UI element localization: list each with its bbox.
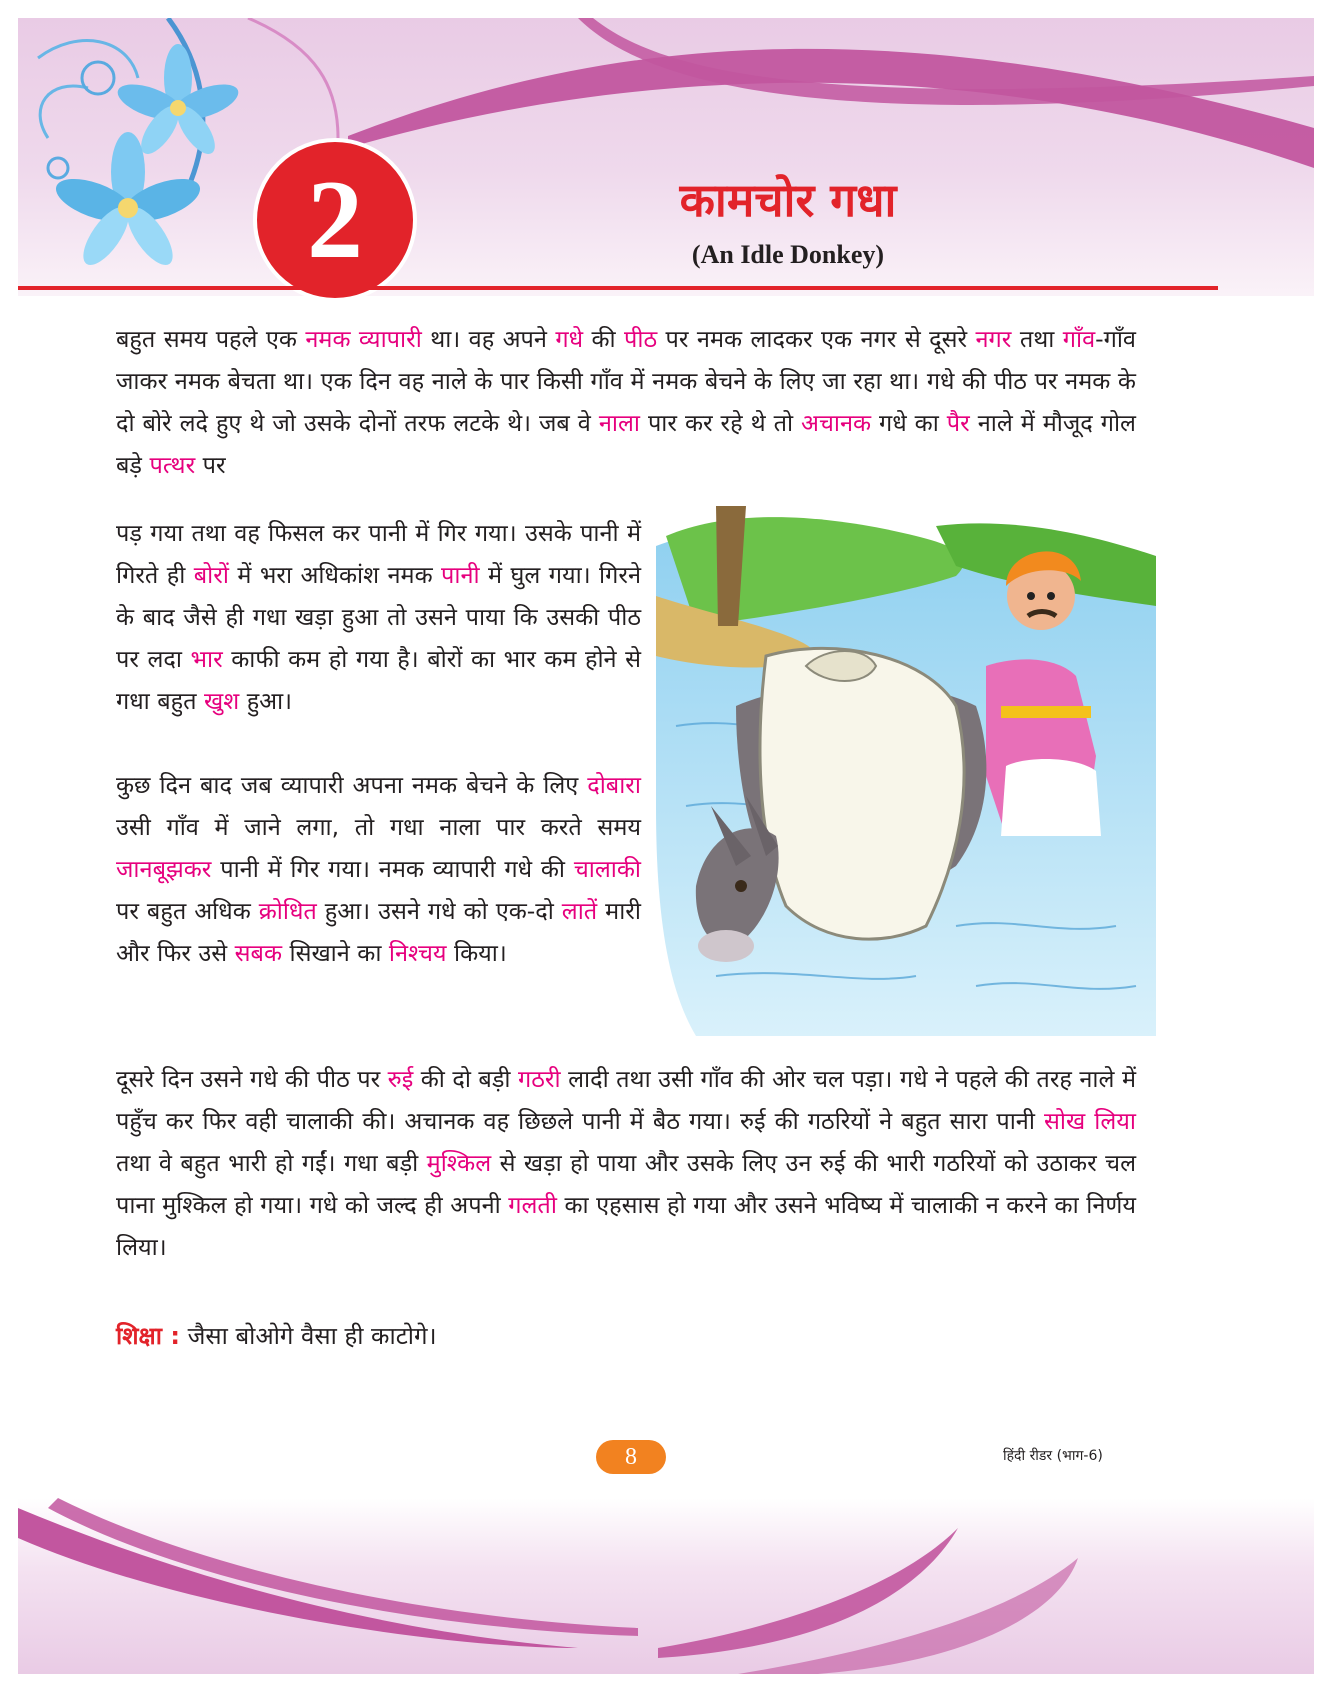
story-text: में घुल गया। गिरने के बाद जैसे ही गधा खड़ा हुआ तो उसने पाया कि उसकी पीठ पर लदा: [116, 561, 641, 673]
highlighted-word: सोख लिया: [1044, 1107, 1136, 1135]
story-text: -गाँव जाकर नमक बेचता था। एक दिन वह नाले के पार किसी गाँव में नमक बेचने के लिए जा रहा था। गधे की पीठ पर नमक के दो बोरे लदे हुए थे जो उसके दोनों तरफ लटके थे। जब वे: [116, 325, 1137, 437]
donkey-and-merchant-illustration: [656, 506, 1156, 1036]
story-text: सिखाने का: [282, 939, 389, 967]
story-text: की: [583, 325, 625, 353]
book-title: हिंदी रीडर (भाग-6): [1003, 1448, 1103, 1464]
header-divider: [18, 286, 1218, 290]
lily-flower-illustration: [18, 18, 258, 298]
chapter-title-english: (An Idle Donkey): [691, 240, 885, 269]
highlighted-word: सबक: [234, 939, 283, 967]
page-number-badge: 8: [596, 1440, 666, 1474]
highlighted-word: पैर: [946, 409, 970, 437]
story-text: गधे का: [871, 409, 947, 437]
story-text: से खड़ा हो पाया और उसके लिए उन रुई की भारी गठरियों को उठाकर चल पाना मुश्किल हो गया। गधे को जल्द ही अपनी: [116, 1149, 1136, 1219]
highlighted-word: भार: [190, 645, 223, 673]
story-text: किया।: [446, 939, 507, 967]
highlighted-word: दोबारा: [587, 771, 641, 799]
highlighted-word: नाला: [598, 409, 640, 437]
highlighted-word: गठरी: [518, 1065, 561, 1093]
chapter-title-hindi: कामचोर गधा: [679, 173, 897, 227]
story-text: पर: [195, 451, 226, 479]
story-text: हुआ। उसने गधे को एक-दो: [316, 897, 562, 925]
moral-label: शिक्षा :: [116, 1322, 180, 1350]
highlighted-word: क्रोधित: [258, 897, 317, 925]
story-text: मारी और फिर उसे: [116, 897, 641, 967]
highlighted-word: मुश्किल: [426, 1149, 492, 1177]
story-text: पार कर रहे थे तो: [639, 409, 802, 437]
highlighted-word: पीठ: [624, 325, 658, 353]
moral-text: जैसा बोओगे वैसा ही काटोगे।: [187, 1322, 437, 1350]
highlighted-word: रुई: [387, 1065, 414, 1093]
textbook-page: [18, 18, 1314, 1674]
story-text: तथा वे बहुत भारी हो गईं। गधा बड़ी: [116, 1149, 427, 1177]
highlighted-word: गलती: [508, 1191, 557, 1219]
moral-line: [116, 1315, 437, 1357]
story-text: की दो बड़ी: [413, 1065, 518, 1093]
story-text: का एहसास हो गया और उसने भविष्य में चालाकी न करने का निर्णय लिया।: [116, 1191, 1136, 1261]
highlighted-word: पत्थर: [149, 451, 196, 479]
story-paragraph-3: [116, 764, 641, 974]
story-text: हुआ।: [239, 687, 293, 715]
story-text: बहुत समय पहले एक: [116, 325, 306, 353]
highlighted-word: नगर: [975, 325, 1012, 353]
story-text: पर नमक लादकर एक नगर से दूसरे: [657, 325, 976, 353]
story-paragraph-1: [116, 318, 1136, 486]
story-text: उसी गाँव में जाने लगा, तो गधा नाला पार करते समय: [116, 813, 641, 841]
story-text: नाले में मौजूद गोल बड़े: [116, 409, 1136, 479]
highlighted-word: गाँव: [1062, 325, 1096, 353]
story-text: पड़ गया तथा वह फिसल कर पानी में गिर गया। उसके पानी में गिरते ही: [116, 519, 641, 589]
story-text: तथा: [1011, 325, 1063, 353]
chapter-number-badge: [253, 138, 417, 302]
highlighted-word: चालाकी: [573, 855, 641, 883]
story-text: पानी में गिर गया। नमक व्यापारी गधे की: [211, 855, 574, 883]
footer-swoosh-decoration: [18, 1498, 1314, 1674]
story-text: दूसरे दिन उसने गधे की पीठ पर: [116, 1065, 388, 1093]
highlighted-word: खुश: [204, 687, 240, 715]
story-text: कुछ दिन बाद जब व्यापारी अपना नमक बेचने के लिए: [116, 771, 588, 799]
story-text: में भरा अधिकांश नमक: [228, 561, 442, 589]
story-paragraph-2: [116, 512, 641, 722]
chapter-number: 2: [307, 158, 363, 282]
highlighted-word: अचानक: [801, 409, 872, 437]
story-text: था। वह अपने: [421, 325, 556, 353]
story-text: पर बहुत अधिक: [116, 897, 259, 925]
story-text: काफी कम हो गया है। बोरों का भार कम होने से गधा बहुत: [116, 645, 641, 715]
highlighted-word: गधे: [555, 325, 584, 353]
highlighted-word: बोरों: [193, 561, 229, 589]
highlighted-word: जानबूझकर: [116, 855, 212, 883]
highlighted-word: पानी: [441, 561, 480, 589]
story-text: लादी तथा उसी गाँव की ओर चल पड़ा। गधे ने पहले की तरह नाले में पहुँच कर फिर वही चालाकी की। अचानक वह छिछले पानी में बैठ गया। रुई की गठरियों ने बहुत सारा पानी: [116, 1065, 1136, 1135]
highlighted-word: निश्चय: [388, 939, 447, 967]
highlighted-word: नमक व्यापारी: [305, 325, 422, 353]
highlighted-word: लातें: [561, 897, 598, 925]
story-paragraph-4: [116, 1058, 1136, 1268]
